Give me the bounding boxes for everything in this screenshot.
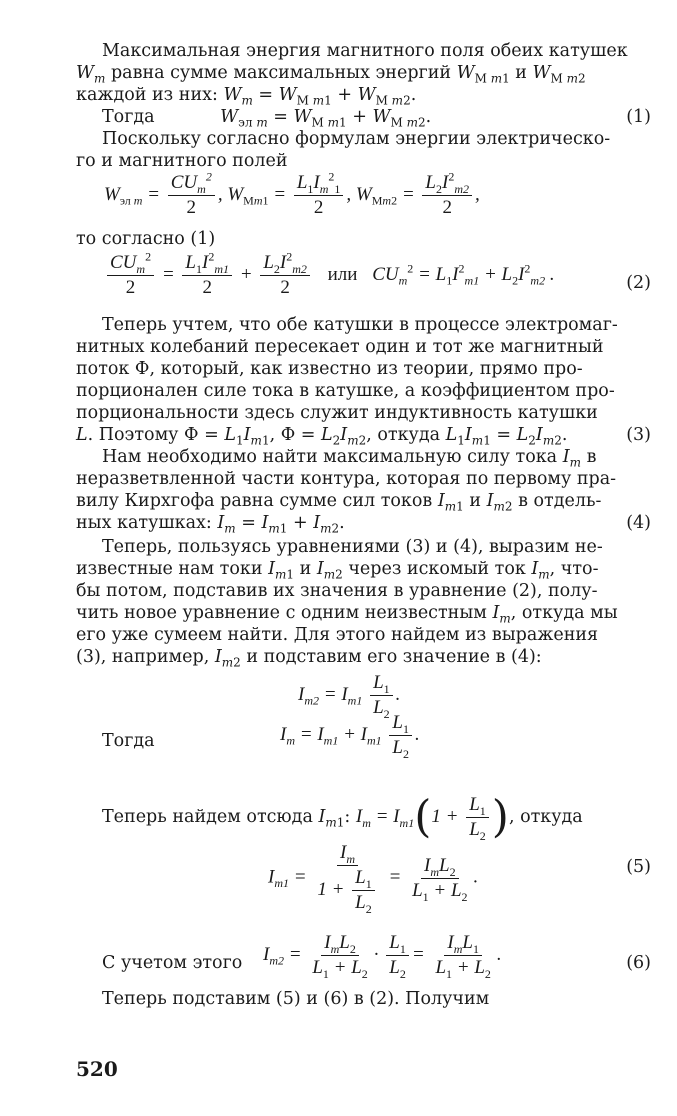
equation-number: (6) [626,953,651,973]
equation-6: $I_{m2}$ = $\frac{I_mL_2}{L_1 + L_2}$ · $\frac{L_1}{L_2}$ = $\frac{I_mL_1}{L_1 + L_2}$ . [263,932,502,981]
text-line: Нам необходимо найти максимальную силу тока $I_m$ в [102,447,597,470]
equation-5: $I_{m1}$ = $I_m$ 1 + $\frac{L_1}{L_2}$ = $\frac{I_mL_2}{L_1 + L_2}$ . [268,842,479,916]
equation-number: (4) [626,513,651,533]
text-line: чить новое уравнение с одним неизвестным $I_m$, откуда мы [76,603,618,626]
text-line: Тогда $W_{эл m} = W_{М m1} + W_{М m2}$. [102,107,432,130]
text-line: ных катушках: $I_m = I_{m1} + I_{m2}$. [76,513,345,536]
text-line: вилу Кирхгофа равна сумме сил токов $I_{m1}$ и $I_{m2}$ в отдель- [76,491,602,514]
equation-number: (3) [626,425,651,445]
text-line: Теперь учтем, что обе катушки в процессе электромаг- [102,315,618,335]
text-line: Теперь, пользуясь уравнениями (3) и (4), выразим не- [102,537,603,557]
text-line: Максимальная энергия магнитного поля обеих катушек [102,41,628,61]
text-line: нитных колебаний пересекает один и тот же магнитный [76,337,604,357]
text-line: поток Ф, который, как известно из теории, прямо про- [76,359,583,379]
text-line: го и магнитного полей [76,151,288,171]
text-line: бы потом, подставив их значения в уравнение (2), полу- [76,581,598,601]
text-line: каждой из них: $W_m = W_{М m1} + W_{М m2}$. [76,85,417,108]
equation-im2: $I_{m2} = I_{m1}$ $\frac{L_1}{L_2}$ . [298,672,401,721]
text-line: Поскольку согласно формулам энергии электрическо- [102,129,611,149]
text-line: известные нам токи $I_{m1}$ и $I_{m2}$ через искомый ток $I_m$, что- [76,559,599,582]
text-line: Теперь найдем отсюда $I_{m1}$: $I_m = I_{m1}(1$ + $\frac{L_1}{L_2}$ ), откуда [102,791,583,843]
text-line: порциональности здесь служит индуктивность катушки [76,403,598,423]
text-line: С учетом этого [102,953,243,973]
equation-number: (5) [626,857,651,877]
energy-formulas: $W_{эл m}$ = $\frac{CU_m^2}{2}$ , $W_{Мm1}$ = $\frac{L_1I_m^2_1}{2}$ , $W_{Мm2}$ = $\frac{L_2I^2_{m2}}{2}$ , [104,169,480,218]
equation-2: $\frac{CU_m^2}{2}$ = $\frac{L_1I^2_{m1}}{2}$ + $\frac{L_2I^2_{m2}}{2}$ или $CU_m^2 = L_1I^2_{m1} + L_2I^2_{m2}$ . [104,252,555,299]
text-line: порционален силе тока в катушке, а коэффициентом про- [76,381,615,401]
text-line: L. Поэтому $Ф = L_1I_{m1}$, $Ф = L_2I_{m2}$, откуда $L_1I_{m1} = L_2I_{m2}$. [76,425,568,448]
equation-number: (2) [626,273,651,293]
text-line: неразветвленной части контура, которая по первому пра- [76,469,617,489]
text-line: его уже сумеем найти. Для этого найдем из выражения [76,625,599,645]
text-line: $W_m$ равна сумме максимальных энергий $W_{М m1}$ и $W_{М m2}$ [76,63,586,86]
text-line: (3), например, $I_{m2}$ и подставим его значение в (4): [76,647,542,670]
text-line: Тогда [102,731,155,751]
equation-im: $I_m = I_{m1} + I_{m1}$ $\frac{L_1}{L_2}$ . [280,712,420,761]
text-line: Теперь подставим (5) и (6) в (2). Получим [102,989,490,1009]
text-line: то согласно (1) [76,229,216,249]
equation-number: (1) [626,107,651,127]
page-number: 520 [76,1057,118,1081]
